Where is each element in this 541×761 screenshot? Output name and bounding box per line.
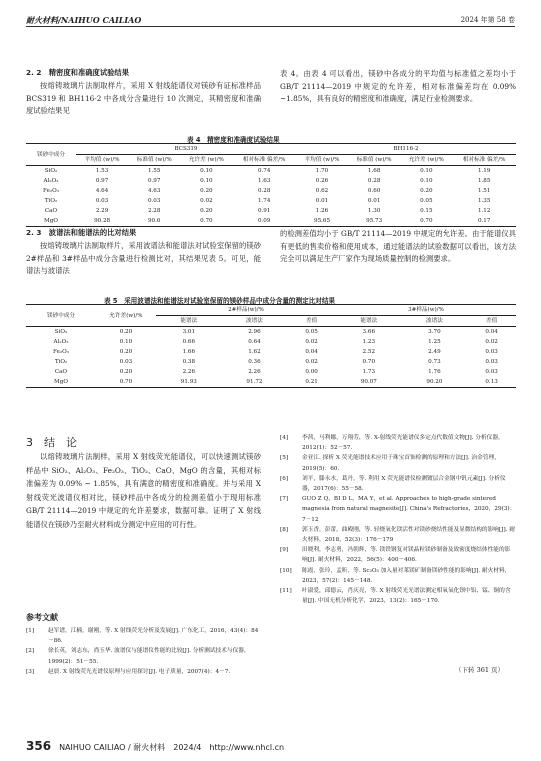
table4-caption: 表 4 精密度和准确度试验结果 — [187, 136, 280, 144]
table-row — [26, 196, 516, 206]
reference-text: 赵军谱，江楠，谢刚，等. X 射线荧光分析及发展[J]. 广东化工，2016，43(4)：84－86. — [48, 628, 259, 645]
table-cell: 0.70 — [420, 218, 433, 224]
table-cell: 0.05 — [420, 198, 433, 204]
table-row — [26, 176, 516, 186]
references-right — [280, 433, 516, 606]
table-cell: 0.20 — [200, 188, 213, 194]
table4-group2: BH116-2 — [296, 144, 516, 155]
table-cell: 1.25 — [428, 339, 441, 345]
table-cell: 0.66 — [182, 339, 196, 345]
issue-info: 2024 年第 58 卷 — [460, 16, 515, 24]
table-cell: 0.26 — [315, 178, 329, 184]
table-cell: Al₂O₃ — [53, 339, 69, 345]
table-cell: 0.20 — [420, 188, 433, 194]
table-cell: 0.10 — [119, 339, 133, 345]
table-cell: 3.70 — [428, 329, 441, 335]
section-2-2-left: 按熔铸玻璃片法制取样片，采用 X 射线能谱仪对镁砂有证标准样品 BCS319 和 BH116-2 中各成分含量进行 10 次测定，其精密度和准确度试验结果见 — [26, 81, 261, 116]
table-cell: TiO₂ — [54, 359, 68, 365]
continued-note: （下转 361 页） — [455, 666, 505, 674]
section-2-3-left: 按熔铸玻璃片法制取样片，采用波谱法和能谱法对试验室保留的镁砂 2#样品和 3#样品中成分含量进行检测比对，其结果见表 5。可见，能谱法与波谱法 — [26, 241, 261, 276]
table5-group1: 2#样品(w)/% — [156, 305, 336, 316]
reference-number: [7] — [280, 496, 289, 503]
reference-number: [6] — [280, 475, 289, 482]
section-2-3-right: 的检测差值均小于 GB/T 21114—2019 中规定的允许差。由于能谱仪具有更低的售卖价格和使用成本，通过能谱法的试验数据可以看出，该方法完全可以满足生产厂家作为现场质量控制的检测要求。 — [280, 229, 516, 264]
table-cell: 0.10 — [420, 168, 433, 174]
table-cell: 0.20 — [200, 208, 213, 214]
table-cell: 0.01 — [315, 198, 329, 204]
table-cell: 0.91 — [257, 208, 271, 214]
reference-text: 郭玉香，彭蕾，曲殿刚，等. 轻烧氧化镁活性对镁砂烧结性能及显微结构的影响[J]. 耐火材料，2018，52(3)：176－179 — [302, 526, 516, 544]
table-cell: Fe₂O₃ — [53, 349, 69, 355]
reference-item — [280, 474, 516, 494]
table4-header: 平均值 (w)/% — [84, 157, 120, 163]
table-cell: 1.62 — [248, 349, 261, 355]
section-2-3-title: 2. 3 波谱法和能谱法的比对结果 — [26, 228, 137, 237]
reference-text: 金亚江. 探析 X 荧光能谱技术应用于珠宝首饰检测的原理和方法[J]. 冶金管理，2019(5)：60. — [302, 455, 500, 472]
table4-header: 相对标准 偏差/% — [242, 157, 286, 163]
table-cell: 0.00 — [305, 369, 318, 375]
table5-subheader: 能谱法 — [180, 318, 198, 324]
table5-subheader: 能谱法 — [360, 318, 378, 324]
table-cell: 1.35 — [477, 198, 491, 204]
reference-text: 赵晨. X 射线荧光光谱仪原理与应用探讨[J]. 电子质量，2007(4)：4－7. — [48, 668, 231, 675]
reference-text: 陈霞，张玲，孟昕，等. Sc₂O₃ 加入量对莱镁矿制备镁砂性能的影响[J]. 耐火材料，2023，57(2)：145－148. — [302, 567, 511, 584]
table4-header: 允许差 (w)/% — [188, 157, 224, 163]
section-2-2-title: 2. 2 精密度和准确度试验结果 — [26, 68, 130, 77]
table-cell: 1.68 — [367, 168, 381, 174]
table4-header: 标准值 (w)/% — [356, 157, 392, 163]
table-cell: 2.29 — [95, 208, 109, 214]
table-row — [26, 357, 516, 367]
table-cell: 0.38 — [182, 359, 196, 365]
table-5 — [26, 304, 516, 388]
table-cell: 0.05 — [305, 329, 318, 335]
table-cell: 0.04 — [305, 349, 318, 355]
reference-text: GUO Z Q，BI D L，MA Y，et al. Approaches to high-grade sintered magnesia from natural magnesite[J]. China's Refractories，2020，29(3)：7－12 — [302, 496, 516, 523]
table5-subheader: 波谱法 — [246, 318, 263, 324]
table-cell: 91.93 — [180, 379, 197, 385]
table-cell: 0.02 — [305, 339, 318, 345]
table-cell: 1.66 — [182, 349, 196, 355]
table-cell: 1.53 — [95, 168, 109, 174]
table-cell: 1.19 — [477, 168, 491, 174]
table-row — [26, 347, 516, 357]
table-cell: 0.02 — [305, 359, 318, 365]
running-header — [26, 13, 515, 27]
table-cell: 0.15 — [420, 208, 433, 214]
table-cell: 3.66 — [362, 329, 376, 335]
reference-item — [280, 453, 516, 473]
table-cell: 0.09 — [257, 218, 271, 224]
table-cell: MgO — [54, 379, 68, 385]
table-cell: 0.01 — [367, 198, 381, 204]
table-cell: 1.85 — [477, 178, 491, 184]
table-cell: 0.20 — [119, 349, 133, 355]
table-cell: 1.51 — [477, 188, 491, 194]
table-cell: 0.97 — [95, 178, 109, 184]
table-cell: 0.02 — [485, 339, 498, 345]
section-2-2-right: 表 4。由表 4 可以看出，镁砂中各成分的平均值与标准值之差均小于 GB/T 21114—2019 中规定的允许差，相对标准偏差均在 0.09% ~1.85%，具有良好的精密度和准确度，满足行业检测要求。 — [280, 69, 516, 104]
table-row — [26, 327, 516, 338]
page-footer — [26, 739, 284, 753]
reference-number: [11] — [280, 588, 292, 595]
table-4 — [26, 143, 516, 227]
table-cell: 90.20 — [426, 379, 443, 385]
table-row — [26, 216, 516, 227]
table-cell: 0.02 — [200, 198, 213, 204]
table-cell: 0.60 — [367, 188, 381, 194]
reference-number: [10] — [280, 567, 292, 574]
reference-item — [280, 545, 516, 565]
table-cell: 0.97 — [147, 178, 161, 184]
reference-item — [26, 667, 261, 677]
reference-number: [3] — [26, 668, 35, 675]
table-cell: 1.12 — [477, 208, 491, 214]
reference-number: [9] — [280, 547, 289, 554]
reference-text: 李茜，马利娜，万翔劳，等. X-射线荧光能谱仪多定点代数值文物[J]. 分析仪器，2012(1)：52－57. — [302, 435, 504, 452]
table5-subheader: 差值 — [486, 318, 498, 324]
reference-number: [4] — [280, 435, 289, 441]
table4-group1: BCS319 — [76, 144, 296, 155]
table-cell: 0.03 — [119, 359, 133, 365]
table5-subheader: 差值 — [306, 318, 318, 324]
page-number: 356 — [26, 739, 52, 753]
reference-number: [2] — [26, 648, 35, 655]
table4-header: 相对标准 偏差/% — [462, 157, 506, 163]
reference-number: [1] — [26, 628, 35, 634]
table-cell: 2.52 — [362, 349, 376, 355]
reference-item — [26, 626, 261, 646]
table-cell: 0.03 — [485, 359, 498, 365]
table-cell: 90.6 — [147, 218, 161, 224]
table-cell: 0.10 — [200, 178, 213, 184]
table-cell: 2.96 — [248, 329, 261, 335]
table-cell: 0.21 — [305, 379, 318, 385]
table-cell: 0.70 — [119, 379, 133, 385]
table-cell: 95.65 — [314, 218, 331, 224]
table-cell: 0.03 — [95, 198, 109, 204]
table-cell: MgO — [44, 218, 58, 224]
table-cell: 0.36 — [248, 359, 261, 365]
reference-item — [26, 646, 261, 666]
table-cell: 0.17 — [477, 218, 491, 224]
table5-col2: 允许差(w)/% — [96, 305, 156, 327]
table-cell: 1.30 — [367, 208, 381, 214]
table4-header: 标准值 (w)/% — [136, 157, 172, 163]
table-row — [26, 337, 516, 347]
table-cell: 0.03 — [147, 198, 161, 204]
reference-item — [280, 494, 516, 525]
table-cell: SiO₂ — [54, 329, 68, 335]
table-cell: 0.70 — [362, 359, 376, 365]
table-cell: 0.03 — [485, 369, 498, 375]
table-cell: 2.26 — [248, 369, 261, 375]
table-cell: 90.07 — [360, 379, 377, 385]
table-cell: CaO — [44, 208, 58, 214]
table-cell: 0.74 — [257, 168, 271, 174]
table4-header: 平均值 (w)/% — [304, 157, 340, 163]
table-cell: 95.73 — [366, 218, 383, 224]
reference-item — [280, 566, 516, 586]
table-cell: 3.01 — [182, 329, 196, 335]
table-cell: SiO₂ — [44, 168, 58, 174]
reference-number: [5] — [280, 455, 289, 462]
table-cell: 90.28 — [94, 218, 111, 224]
table-cell: 0.28 — [257, 188, 271, 194]
table-cell: 1.73 — [362, 369, 376, 375]
table5-caption: 表 5 采用波谱法和能谱法对试验室保留的镁砂样品中成分含量的测定比对结果 — [104, 297, 336, 305]
reference-text: 徐长英，刘志东，尚玉华. 波谱仪与能谱仪性能的比较[J]. 分析测试技术与仪器，1999(2)：51－55. — [48, 648, 250, 665]
table-cell: 0.62 — [315, 188, 329, 194]
table5-subheader: 波谱法 — [426, 318, 443, 324]
table5-group2: 3#样品(w)/% — [336, 305, 516, 316]
table-cell: 0.10 — [200, 168, 213, 174]
table-cell: 4.63 — [147, 188, 161, 194]
table-cell: 1.23 — [362, 339, 376, 345]
table-cell: 0.73 — [428, 359, 441, 365]
table-row — [26, 186, 516, 196]
reference-text: 田晓利，李志勇，冯朝辉，等. 镁铁钢复对镁晶粒镁砂制备及致密度烧结体性能的影响[J]. 耐火材料，2022，56(5)：400－406. — [302, 547, 511, 564]
table-cell: 0.70 — [200, 218, 213, 224]
table-row — [26, 377, 516, 388]
table-cell: 2.26 — [182, 369, 196, 375]
table-cell: 1.26 — [315, 208, 329, 214]
reference-item — [280, 525, 516, 545]
table-cell: Al₂O₃ — [43, 178, 59, 184]
table-row — [26, 367, 516, 377]
references-left — [26, 626, 261, 677]
reference-text: 刘平，滕永水，葛丹，等. 利用 X 荧光能谱仪检测镀层合金钢中钒元素[J]. 分析仪器，2017(6)：55－58. — [302, 475, 506, 493]
table-cell: 2.28 — [147, 208, 161, 214]
table4-header: 允许差 (w)/% — [408, 157, 444, 163]
table-cell: 91.72 — [246, 379, 263, 385]
table-cell: 0.64 — [248, 339, 261, 345]
conclusion-title: 3 结 论 — [26, 436, 77, 449]
table-cell: 0.04 — [485, 329, 498, 335]
table-cell: 0.10 — [420, 178, 433, 184]
journal-name: 耐火材料/NAIHUO CAILIAO — [26, 15, 142, 25]
table-cell: 1.70 — [315, 168, 329, 174]
table-cell: Fe₂O₃ — [43, 188, 59, 194]
table5-col1: 镁砂中成分 — [26, 305, 96, 327]
references-title: 参考文献 — [26, 613, 58, 622]
table-cell: 1.63 — [257, 178, 271, 184]
table-cell: 0.20 — [119, 329, 133, 335]
table-cell: 1.55 — [147, 168, 161, 174]
table-cell: 0.13 — [485, 379, 498, 385]
reference-item — [280, 586, 516, 606]
table-cell: 0.28 — [367, 178, 381, 184]
table-cell: CaO — [54, 369, 68, 375]
reference-text: 叶淑爱，邱德云，肖庆亮，等. X 射线荧光光谱法测定相氧氧化钡中铝、锰、铜的含量[J]. 中国无机分析化学，2023，13(2)：165－170. — [302, 588, 511, 605]
table-cell: 2.49 — [428, 349, 441, 355]
table-row — [26, 166, 516, 177]
table-cell: TiO₂ — [44, 198, 58, 204]
table-cell: 1.76 — [428, 369, 441, 375]
footer-text: NAIHUO CAILIAO / 耐火材料 2024/4 http://www.nhcl.cn — [59, 743, 285, 752]
reference-item — [280, 433, 516, 453]
table-cell: 4.64 — [95, 188, 109, 194]
conclusion-text: 以熔铸玻璃片法制样，采用 X 射线荧光能谱仪，可以快速测试镁砂样品中 SiO₂、Al₂O₃、Fe₂O₃、TiO₂、CaO、MgO 的含量，其相对标准偏差为 0.09% ~ 1.85%，具有满意的精密度和准确度。并与采用 X 射线荧光波谱仪相对比，镁砂样品中各成分的检测差值小于现用标准 GB/T 21114—2019 中规定的允许差要求，数据可靠。证明了 X 射线能谱仪在镁砂乃至耐火材料成分测定中应用的可行性。 — [26, 452, 261, 529]
reference-number: [8] — [280, 526, 289, 533]
table-cell: 0.03 — [485, 349, 498, 355]
table-cell: 1.74 — [257, 198, 271, 204]
table-cell: 0.20 — [119, 369, 133, 375]
table4-col-label: 镁砂中成分 — [26, 144, 76, 166]
table-row — [26, 206, 516, 216]
